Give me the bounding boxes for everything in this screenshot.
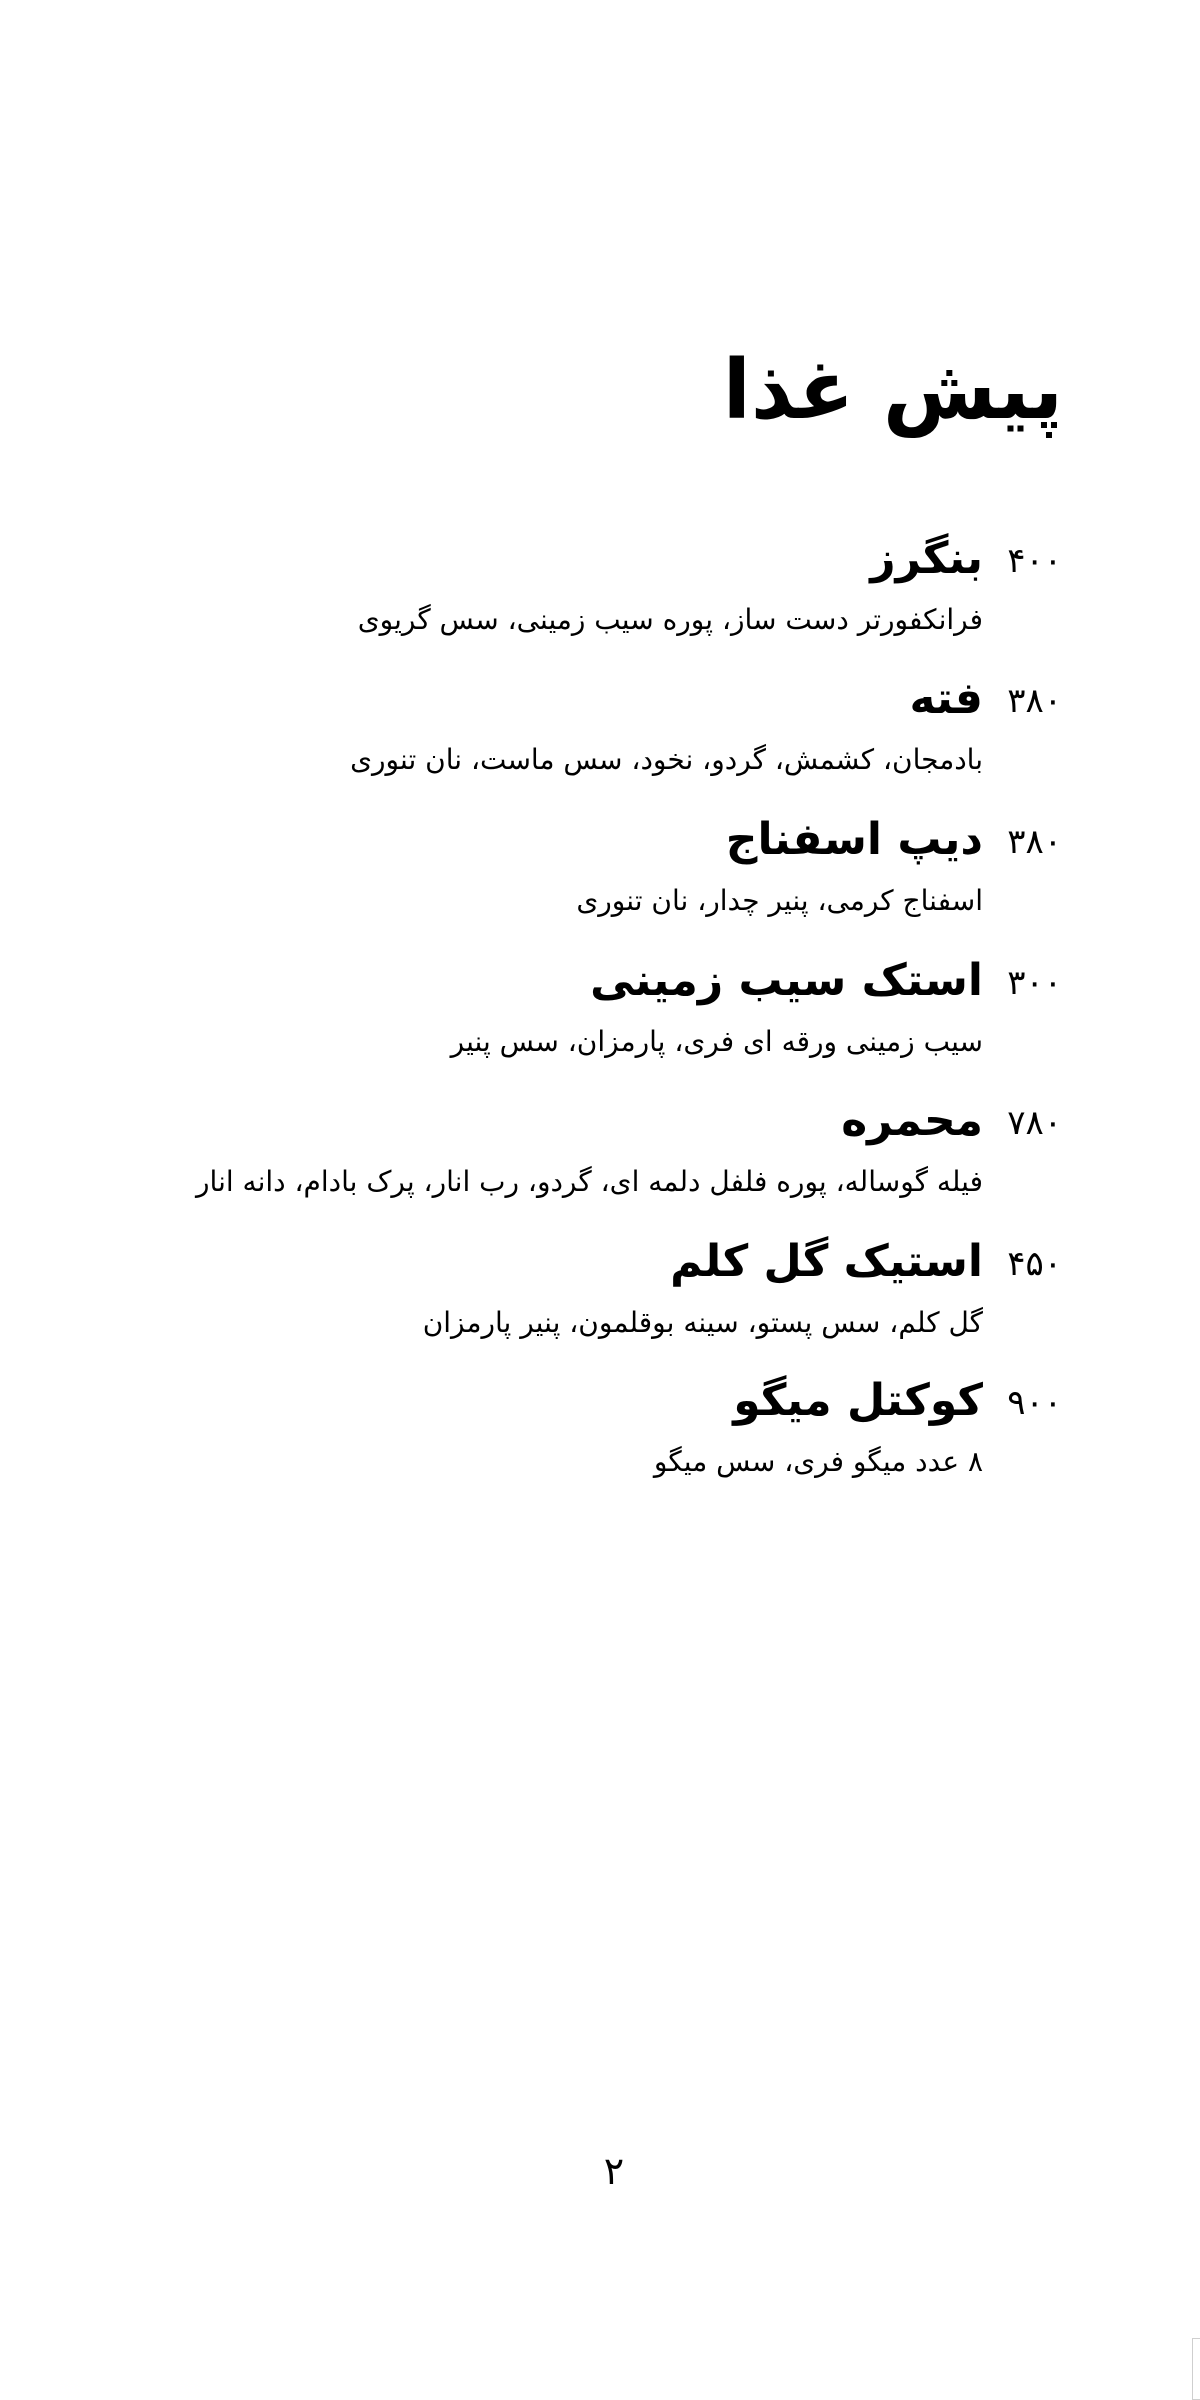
menu-item-description: ۸ عدد میگو فری، سس میگو — [653, 1445, 983, 1478]
menu-item-price: ۳۸۰ — [1007, 822, 1062, 862]
menu-item-price: ۴۵۰ — [1007, 1244, 1062, 1284]
menu-item-description: سیب زمینی ورقه ای فری، پارمزان، سس پنیر — [450, 1025, 983, 1058]
menu-item-name: محمره — [841, 1095, 983, 1146]
menu-item-cauliflower-steak — [0, 1236, 1200, 1356]
page-corner-mark — [1192, 2338, 1200, 2400]
menu-item-description: فرانکفورتر دست ساز، پوره سیب زمینی، سس گریوی — [357, 603, 983, 636]
menu-item-price: ۳۸۰ — [1007, 681, 1062, 721]
menu-item-name: استک سیب زمینی — [590, 955, 983, 1006]
menu-item-description: گل کلم، سس پستو، سینه بوقلمون، پنیر پارمزان — [422, 1306, 983, 1339]
menu-item-bangers — [0, 533, 1200, 653]
menu-item-name: استیک گل کلم — [670, 1236, 983, 1287]
menu-item-name: فته — [909, 673, 983, 724]
menu-item-description: فیله گوساله، پوره فلفل دلمه ای، گردو، رب انار، پرک بادام، دانه انار — [196, 1165, 983, 1198]
menu-item-muhammara — [0, 1095, 1200, 1215]
page-number: ۲ — [603, 2149, 625, 2193]
menu-item-price: ۴۰۰ — [1007, 541, 1062, 581]
menu-item-shrimp-cocktail — [0, 1375, 1200, 1495]
menu-item-name: دیپ اسفناج — [725, 814, 983, 865]
menu-item-spinach-dip — [0, 814, 1200, 934]
menu-item-description: اسفناج کرمی، پنیر چدار، نان تنوری — [576, 884, 983, 917]
page-title: پیش غذا — [722, 343, 1063, 438]
menu-item-price: ۹۰۰ — [1007, 1383, 1062, 1423]
menu-item-potato-steak — [0, 955, 1200, 1075]
menu-item-price: ۳۰۰ — [1007, 963, 1062, 1003]
menu-item-fatteh — [0, 673, 1200, 793]
menu-item-description: بادمجان، کشمش، گردو، نخود، سس ماست، نان تنوری — [350, 743, 983, 776]
menu-item-name: کوکتل میگو — [733, 1375, 983, 1426]
menu-item-price: ۷۸۰ — [1007, 1103, 1062, 1143]
menu-item-name: بنگرز — [870, 533, 983, 584]
